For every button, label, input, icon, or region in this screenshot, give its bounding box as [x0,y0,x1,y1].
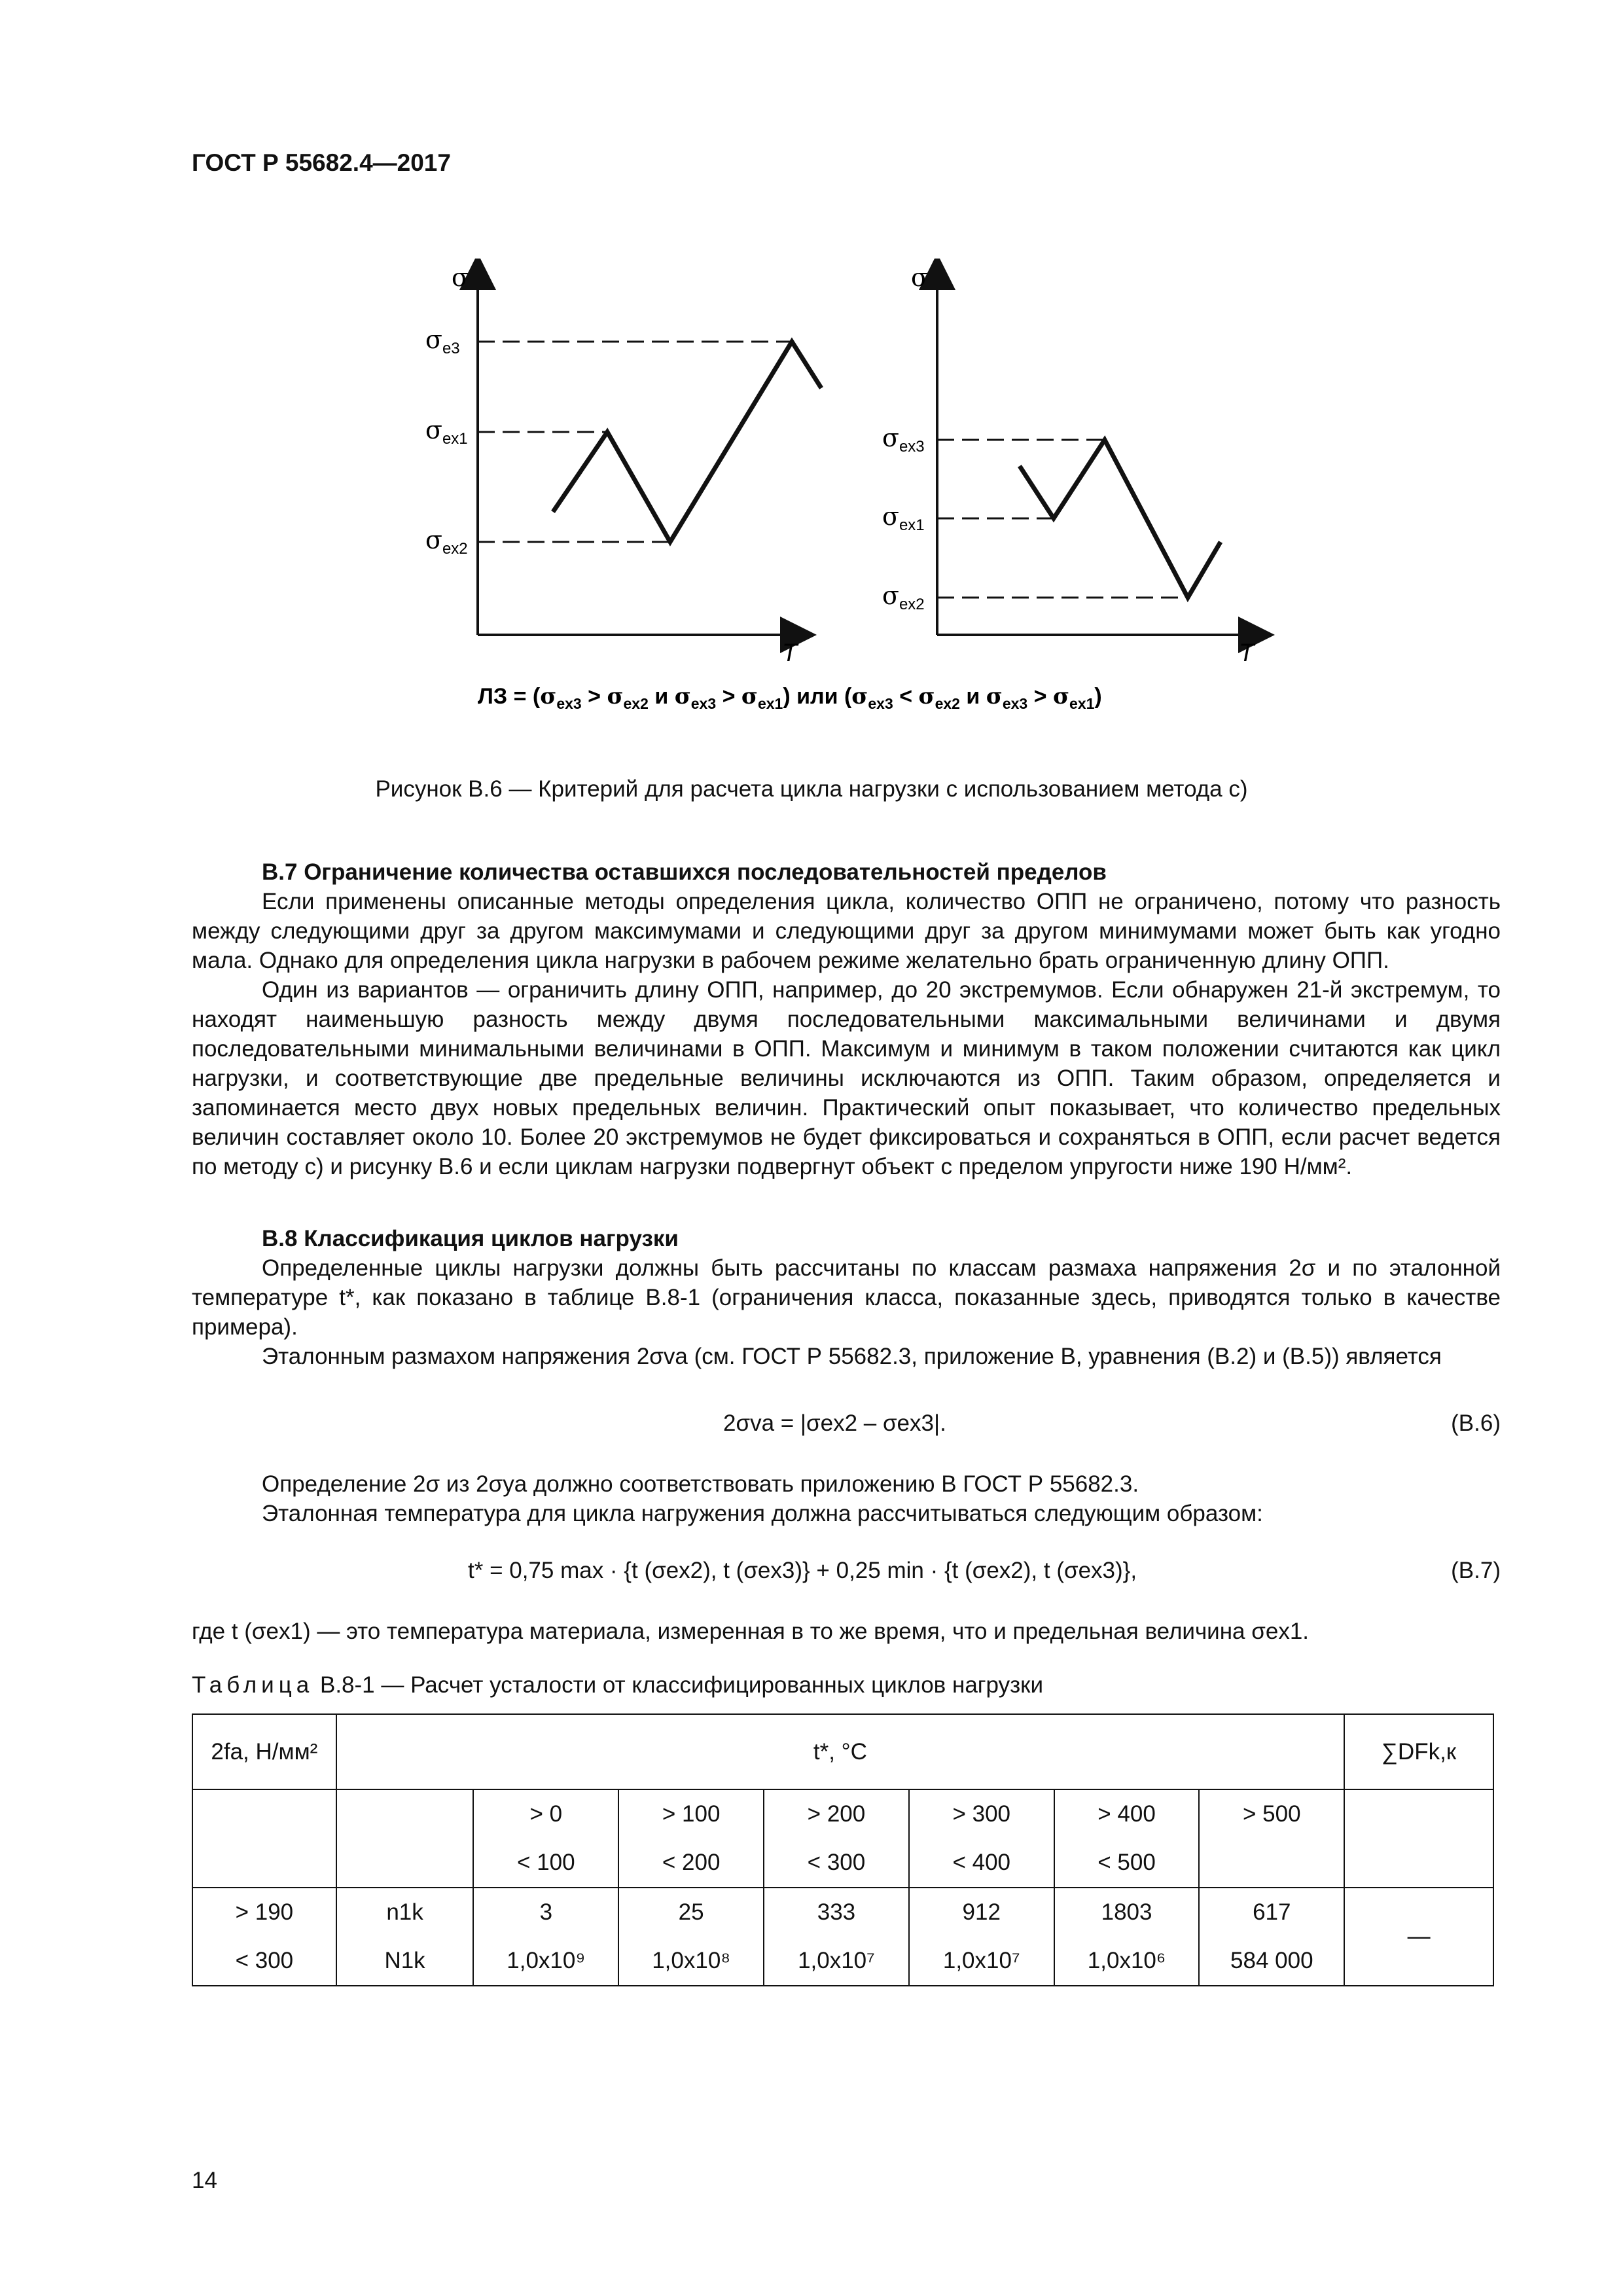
range-cell: > 400 < 500 [1054,1789,1200,1888]
svg-text:σex2: $\sigma_{ex2}$ [882,581,925,613]
left-load-curve [553,342,821,542]
table-head-temperature: t*, °С [336,1714,1344,1789]
figure-b6-svg [406,259,1276,717]
range-cell: > 200 < 300 [764,1789,909,1888]
section-b7-heading: В.7 Ограничение количества оставшихся последовательностей пределов [262,859,1107,885]
left-y-axis-label: σ [452,263,469,292]
section-b8-heading: В.8 Классификация циклов нагрузки [262,1226,679,1251]
section-b7-paragraph-2: Один из вариантов — ограничить длину ОПП, например, до 20 экстремумов. Если обнаружен 21-й экстремум, то находят наименьшую разность между двумя последовательными максимальными величинами и двумя последовательными минимальными величинами в ОПП. Максимум и минимум в таком положении считаются как цикл нагрузки, и соответствующие две предельные величины исключаются из ОПП. Таким образом, определяется и запоминается место двух новых предельных величин. Практический опыт показывает, что количество предельных величин составляет около 10. Более 20 экстремумов не будет фиксироваться и сохраняться в ОПП, если расчет ведется по методу с) и рисунку В.6 и если циклам нагрузки подвергнут объект с пределом упругости ниже 190 Н/мм². [192,977,1501,1179]
section-b8-paragraph-1: Определенные циклы нагрузки должны быть рассчитаны по классам размаха напряжения 2σ и по эталонной температуре t*, как показано в таблице В.8-1 (ограничения класса, показанные здесь, приводятся только в качестве примера). [192,1255,1501,1340]
section-b8-where [192,1617,1501,1646]
figure-b6 [406,259,1276,720]
section-b7-paragraph-1: Если применены описанные методы определения цикла, количество ОПП не ограничено, потому что разность между следующими друг за другом максимумами и следующими друг за другом минимумами может быть как угодно мала. Однако для определения цикла нагрузки в рабочем режиме желательно брать ограниченную длину ОПП. [192,889,1501,973]
section-b8-continued [192,1469,1501,1528]
table-cell: 1803 1,0x10⁶ [1054,1888,1200,1986]
table-cell: 617 584 000 [1199,1888,1344,1986]
section-b8-paragraph-4: Эталонная температура для цикла нагружения должна рассчитываться следующим образом: [262,1501,1263,1526]
table-cell: 333 1,0x10⁷ [764,1888,909,1986]
svg-text:σex1: $\sigma_{ex1}$ [425,416,468,448]
equation-b6-number: (В.6) [1451,1410,1501,1436]
range-cell: > 0 < 100 [473,1789,618,1888]
document-header: ГОСТ Р 55682.4—2017 [192,149,451,176]
table-cell: 912 1,0x10⁷ [909,1888,1054,1986]
section-b8-paragraph-5: где t (σex1) — это температура материала, измеренная в то же время, что и предельная величина σex1. [192,1619,1310,1644]
right-x-axis-label: T [1239,639,1255,667]
section-b8-paragraph-3: Определение 2σ из 2σya должно соответствовать приложению В ГОСТ Р 55682.3. [262,1471,1139,1497]
section-b8 [192,1224,1501,1371]
page-number: 14 [192,2168,217,2193]
left-chart [425,263,821,667]
right-y-axis-label: σ [911,263,928,292]
equation-b7: t* = 0,75 max · {t (σex2), t (σex3)} + 0,25 min · {t (σex2), t (σex3)}, [468,1558,1137,1583]
table-data-row [192,1888,1493,1986]
table-head-stress: 2fa, Н/мм² [192,1714,336,1789]
table-caption-prefix: Таблица [192,1672,314,1698]
table-header-row [192,1714,1493,1789]
range-cell: > 300 < 400 [909,1789,1054,1888]
section-b8-paragraph-2: Эталонным размахом напряжения 2σva (см. ГОСТ Р 55682.3, приложение В, уравнения (В.2) и (В.5)) является [262,1344,1442,1369]
equation-b6: 2σva = |σex2 – σex3|. [723,1410,946,1436]
equation-b7-number: (В.7) [1451,1558,1501,1583]
svg-text:σe3: $\sigma_{e3}$ [425,325,460,357]
section-b7 [192,857,1501,1181]
svg-text:σex3: $\sigma_{ex3}$ [882,423,925,456]
table-caption [192,1672,1043,1698]
range-cell: > 500 [1199,1789,1344,1888]
table-cell: 3 1,0x10⁹ [473,1888,618,1986]
table-head-damage: ∑DFk,к [1344,1714,1493,1789]
criterion-text: ЛЗ = ($\sigma_{ex3} > \sigma_{ex2}$ и $\sigma_{ex3} > \sigma_{ex1}$) или ($\sigma_{ex3} < \sigma_{ex2}$ и $\sigma_{ex3} > \sigma_{ex1}$) [478,683,1102,712]
right-chart [882,263,1257,667]
table-range-row [192,1789,1493,1888]
svg-text:σex1: $\sigma_{ex1}$ [882,502,925,534]
damage-sum-cell: — [1344,1888,1493,1986]
svg-text:σex2: $\sigma_{ex2}$ [425,526,468,558]
table-cell: 25 1,0x10⁸ [618,1888,764,1986]
figure-caption: Рисунок В.6 — Критерий для расчета цикла нагрузки с использованием метода с) [375,776,1248,802]
stress-range-cell: > 190 < 300 [192,1888,336,1986]
fatigue-table [192,1713,1494,1986]
range-cell: > 100 < 200 [618,1789,764,1888]
table-caption-text: В.8-1 — Расчет усталости от классифицированных циклов нагрузки [319,1672,1044,1698]
count-labels-cell: n1k N1k [336,1888,474,1986]
left-x-axis-label: T [782,639,798,667]
